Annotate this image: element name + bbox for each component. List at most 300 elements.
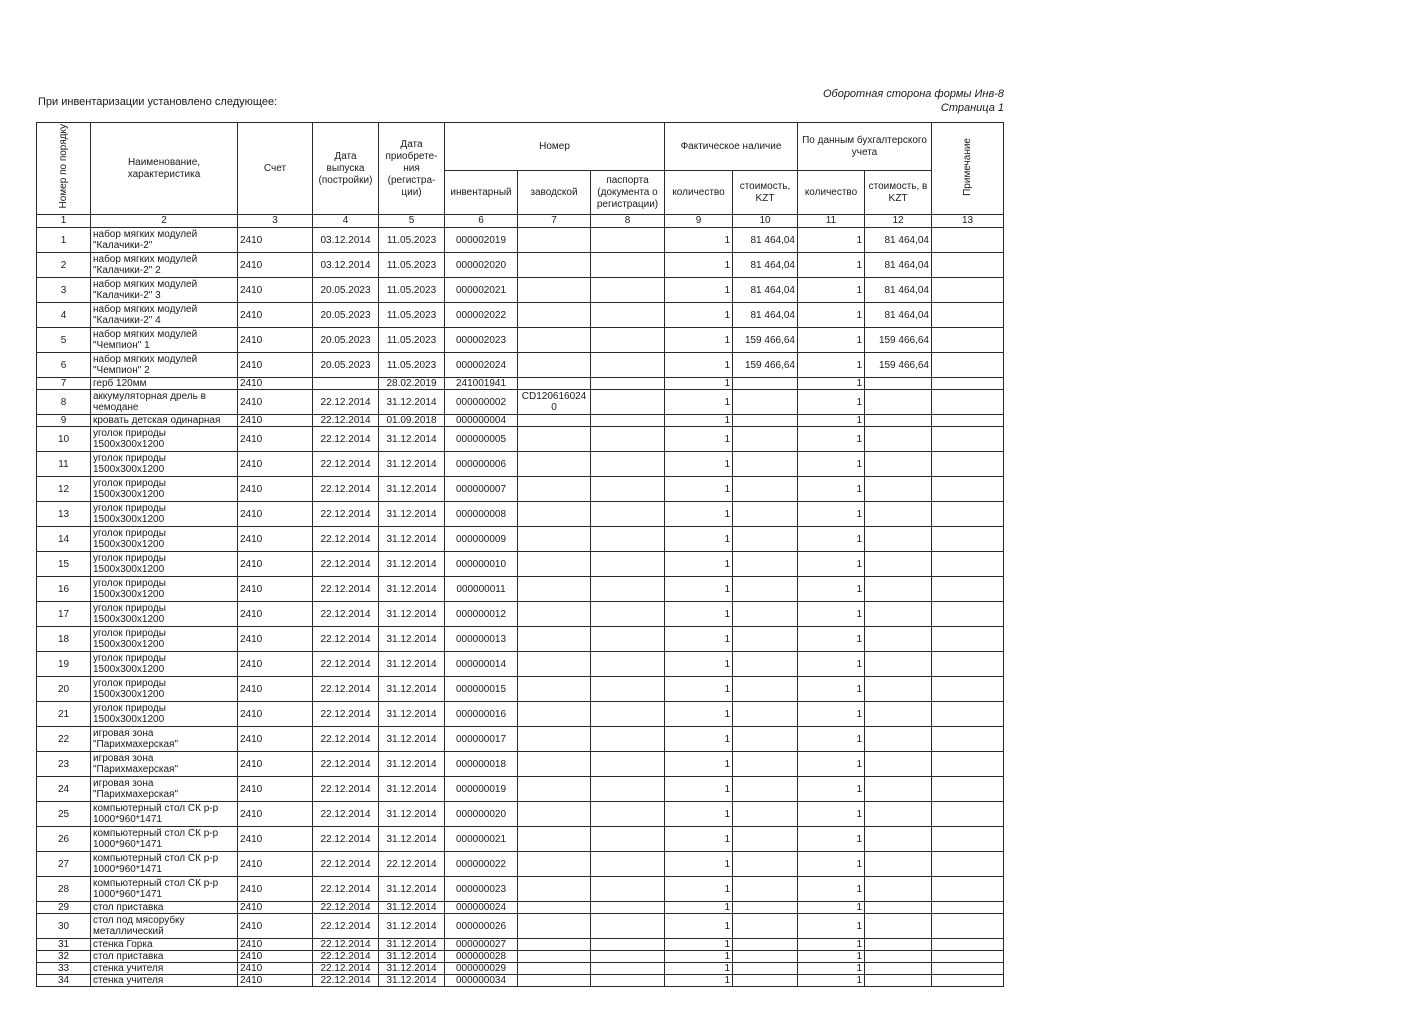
- note: [932, 502, 1004, 527]
- note: [932, 802, 1004, 827]
- passport-number: [591, 477, 665, 502]
- factory-number: [518, 415, 591, 427]
- release-date: 22.12.2014: [313, 727, 379, 752]
- actual-cost: [733, 852, 798, 877]
- table-row: [37, 963, 1004, 975]
- passport-number: [591, 902, 665, 914]
- inventory-number: 000002024: [445, 353, 518, 378]
- note: [932, 602, 1004, 627]
- book-quantity: 1: [798, 627, 865, 652]
- book-cost: [865, 427, 932, 452]
- passport-number: [591, 727, 665, 752]
- factory-number: [518, 477, 591, 502]
- passport-number: [591, 752, 665, 777]
- passport-number: [591, 602, 665, 627]
- table-row: [37, 902, 1004, 914]
- actual-cost: [733, 727, 798, 752]
- release-date: 22.12.2014: [313, 752, 379, 777]
- acquisition-date: 31.12.2014: [379, 602, 445, 627]
- inventory-number: 241001941: [445, 378, 518, 390]
- item-name: уголок природы 1500х300х1200: [91, 427, 238, 452]
- book-cost: [865, 527, 932, 552]
- row-number: 11: [37, 452, 91, 477]
- book-quantity: 1: [798, 975, 865, 987]
- factory-number: [518, 328, 591, 353]
- book-cost: 159 466,64: [865, 328, 932, 353]
- book-cost: 159 466,64: [865, 353, 932, 378]
- book-quantity: 1: [798, 877, 865, 902]
- release-date: 22.12.2014: [313, 527, 379, 552]
- note: [932, 852, 1004, 877]
- book-quantity: 1: [798, 951, 865, 963]
- item-name: уголок природы 1500х300х1200: [91, 452, 238, 477]
- table-row: [37, 914, 1004, 939]
- account: 2410: [238, 278, 313, 303]
- note: [932, 652, 1004, 677]
- passport-number: [591, 951, 665, 963]
- release-date: 20.05.2023: [313, 328, 379, 353]
- actual-cost: [733, 827, 798, 852]
- row-number: 17: [37, 602, 91, 627]
- row-number: 12: [37, 477, 91, 502]
- account: 2410: [238, 677, 313, 702]
- factory-number: [518, 939, 591, 951]
- inventory-number: 000000016: [445, 702, 518, 727]
- book-quantity: 1: [798, 353, 865, 378]
- table-row: [37, 602, 1004, 627]
- row-number: 14: [37, 527, 91, 552]
- row-number: 34: [37, 975, 91, 987]
- table-row: [37, 752, 1004, 777]
- release-date: 22.12.2014: [313, 427, 379, 452]
- account: 2410: [238, 702, 313, 727]
- book-quantity: 1: [798, 852, 865, 877]
- header-book-cost: стоимость, в KZT: [865, 171, 932, 215]
- table-row: [37, 827, 1004, 852]
- table-row: [37, 939, 1004, 951]
- account: 2410: [238, 627, 313, 652]
- table-row: [37, 702, 1004, 727]
- account: 2410: [238, 253, 313, 278]
- book-quantity: 1: [798, 328, 865, 353]
- header-note: Примечание: [932, 123, 1004, 215]
- table-row: [37, 353, 1004, 378]
- passport-number: [591, 877, 665, 902]
- item-name: набор мягких модулей "Чемпион" 1: [91, 328, 238, 353]
- release-date: 22.12.2014: [313, 963, 379, 975]
- account: 2410: [238, 502, 313, 527]
- row-number: 3: [37, 278, 91, 303]
- inventory-number: 000000010: [445, 552, 518, 577]
- col-number: 1: [37, 215, 91, 228]
- account: 2410: [238, 951, 313, 963]
- factory-number: [518, 427, 591, 452]
- acquisition-date: 31.12.2014: [379, 951, 445, 963]
- passport-number: [591, 652, 665, 677]
- factory-number: [518, 727, 591, 752]
- inventory-number: 000000018: [445, 752, 518, 777]
- account: 2410: [238, 877, 313, 902]
- acquisition-date: 11.05.2023: [379, 328, 445, 353]
- passport-number: [591, 328, 665, 353]
- actual-quantity: 1: [665, 353, 733, 378]
- actual-cost: [733, 627, 798, 652]
- factory-number: [518, 752, 591, 777]
- release-date: 22.12.2014: [313, 802, 379, 827]
- actual-quantity: 1: [665, 827, 733, 852]
- passport-number: [591, 353, 665, 378]
- book-cost: [865, 577, 932, 602]
- actual-cost: [733, 975, 798, 987]
- book-cost: [865, 727, 932, 752]
- acquisition-date: 11.05.2023: [379, 253, 445, 278]
- header-passport: паспорта (документа о регистрации): [591, 171, 665, 215]
- acquisition-date: 31.12.2014: [379, 677, 445, 702]
- actual-cost: [733, 802, 798, 827]
- book-quantity: 1: [798, 602, 865, 627]
- factory-number: [518, 552, 591, 577]
- book-cost: [865, 963, 932, 975]
- passport-number: [591, 303, 665, 328]
- factory-number: [518, 228, 591, 253]
- header-actual-cost: стоимость, KZT: [733, 171, 798, 215]
- book-quantity: 1: [798, 777, 865, 802]
- actual-cost: [733, 652, 798, 677]
- note: [932, 477, 1004, 502]
- book-quantity: 1: [798, 303, 865, 328]
- book-cost: [865, 914, 932, 939]
- factory-number: [518, 452, 591, 477]
- table-row: [37, 477, 1004, 502]
- passport-number: [591, 502, 665, 527]
- book-quantity: 1: [798, 963, 865, 975]
- item-name: игровая зона "Парихмахерская": [91, 727, 238, 752]
- note: [932, 552, 1004, 577]
- item-name: игровая зона "Парихмахерская": [91, 777, 238, 802]
- col-number: 11: [798, 215, 865, 228]
- acquisition-date: 11.05.2023: [379, 278, 445, 303]
- table-row: [37, 328, 1004, 353]
- release-date: 22.12.2014: [313, 902, 379, 914]
- header-account: Счет: [238, 123, 313, 215]
- note: [932, 627, 1004, 652]
- inventory-number: 000000029: [445, 963, 518, 975]
- note: [932, 963, 1004, 975]
- row-number: 4: [37, 303, 91, 328]
- item-name: компьютерный стол СК р-р 1000*960*1471: [91, 852, 238, 877]
- table-row: [37, 951, 1004, 963]
- book-cost: [865, 877, 932, 902]
- account: 2410: [238, 477, 313, 502]
- actual-quantity: 1: [665, 652, 733, 677]
- account: 2410: [238, 777, 313, 802]
- account: 2410: [238, 303, 313, 328]
- table-row: [37, 228, 1004, 253]
- note: [932, 303, 1004, 328]
- actual-cost: [733, 939, 798, 951]
- row-number: 27: [37, 852, 91, 877]
- note: [932, 427, 1004, 452]
- note: [932, 253, 1004, 278]
- table-row: [37, 802, 1004, 827]
- note: [932, 328, 1004, 353]
- col-number: 8: [591, 215, 665, 228]
- acquisition-date: 31.12.2014: [379, 727, 445, 752]
- header-book-group: По данным бухгалтерского учета: [798, 123, 932, 171]
- book-cost: [865, 652, 932, 677]
- actual-quantity: 1: [665, 852, 733, 877]
- col-number: 4: [313, 215, 379, 228]
- release-date: 22.12.2014: [313, 652, 379, 677]
- account: 2410: [238, 353, 313, 378]
- book-quantity: 1: [798, 677, 865, 702]
- item-name: герб 120мм: [91, 378, 238, 390]
- actual-cost: 81 464,04: [733, 278, 798, 303]
- item-name: стенка учителя: [91, 975, 238, 987]
- passport-number: [591, 278, 665, 303]
- factory-number: [518, 777, 591, 802]
- actual-quantity: 1: [665, 902, 733, 914]
- note: [932, 390, 1004, 415]
- actual-quantity: 1: [665, 727, 733, 752]
- actual-quantity: 1: [665, 963, 733, 975]
- factory-number: [518, 852, 591, 877]
- acquisition-date: 31.12.2014: [379, 552, 445, 577]
- passport-number: [591, 378, 665, 390]
- factory-number: [518, 951, 591, 963]
- book-cost: [865, 902, 932, 914]
- acquisition-date: 11.05.2023: [379, 228, 445, 253]
- header-num: Номер по порядку: [37, 123, 91, 215]
- item-name: стол под мясорубку металлический: [91, 914, 238, 939]
- row-number: 19: [37, 652, 91, 677]
- actual-quantity: 1: [665, 452, 733, 477]
- actual-quantity: 1: [665, 702, 733, 727]
- item-name: набор мягких модулей "Калачики-2" 3: [91, 278, 238, 303]
- acquisition-date: 28.02.2019: [379, 378, 445, 390]
- actual-quantity: 1: [665, 378, 733, 390]
- intro-text: При инвентаризации установлено следующее:: [38, 96, 278, 108]
- book-cost: 81 464,04: [865, 228, 932, 253]
- passport-number: [591, 427, 665, 452]
- col-number: 9: [665, 215, 733, 228]
- book-quantity: 1: [798, 427, 865, 452]
- col-number: 13: [932, 215, 1004, 228]
- release-date: 22.12.2014: [313, 777, 379, 802]
- actual-quantity: 1: [665, 602, 733, 627]
- actual-quantity: 1: [665, 677, 733, 702]
- inventory-number: 000000026: [445, 914, 518, 939]
- book-cost: 81 464,04: [865, 278, 932, 303]
- actual-cost: [733, 777, 798, 802]
- item-name: кровать детская одинарная: [91, 415, 238, 427]
- inventory-number: 000000019: [445, 777, 518, 802]
- actual-quantity: 1: [665, 939, 733, 951]
- acquisition-date: 31.12.2014: [379, 652, 445, 677]
- acquisition-date: 31.12.2014: [379, 527, 445, 552]
- item-name: уголок природы 1500х300х1200: [91, 652, 238, 677]
- inventory-number: 000000021: [445, 827, 518, 852]
- book-quantity: 1: [798, 452, 865, 477]
- book-quantity: 1: [798, 652, 865, 677]
- factory-number: [518, 677, 591, 702]
- release-date: 22.12.2014: [313, 702, 379, 727]
- col-number: 6: [445, 215, 518, 228]
- account: 2410: [238, 577, 313, 602]
- actual-quantity: 1: [665, 278, 733, 303]
- factory-number: [518, 378, 591, 390]
- row-number: 18: [37, 627, 91, 652]
- release-date: 22.12.2014: [313, 914, 379, 939]
- acquisition-date: 11.05.2023: [379, 303, 445, 328]
- row-number: 6: [37, 353, 91, 378]
- passport-number: [591, 415, 665, 427]
- acquisition-date: 31.12.2014: [379, 914, 445, 939]
- inventory-number: 000000002: [445, 390, 518, 415]
- release-date: 22.12.2014: [313, 452, 379, 477]
- note: [932, 577, 1004, 602]
- acquisition-date: 31.12.2014: [379, 975, 445, 987]
- page-number: Страница 1: [940, 102, 1004, 114]
- release-date: 22.12.2014: [313, 577, 379, 602]
- inventory-number: 000002023: [445, 328, 518, 353]
- book-quantity: 1: [798, 390, 865, 415]
- release-date: 22.12.2014: [313, 552, 379, 577]
- book-cost: 81 464,04: [865, 303, 932, 328]
- table-row: [37, 502, 1004, 527]
- release-date: 22.12.2014: [313, 877, 379, 902]
- item-name: игровая зона "Парихмахерская": [91, 752, 238, 777]
- inventory-number: 000000006: [445, 452, 518, 477]
- inventory-number: 000000023: [445, 877, 518, 902]
- form-name: Оборотная сторона формы Инв-8: [822, 88, 1004, 100]
- factory-number: [518, 963, 591, 975]
- table-row: [37, 577, 1004, 602]
- inventory-number: 000000014: [445, 652, 518, 677]
- item-name: уголок природы 1500х300х1200: [91, 702, 238, 727]
- account: 2410: [238, 902, 313, 914]
- table-row: [37, 627, 1004, 652]
- book-cost: [865, 802, 932, 827]
- header-factory: заводской: [518, 171, 591, 215]
- account: 2410: [238, 752, 313, 777]
- passport-number: [591, 677, 665, 702]
- release-date: 22.12.2014: [313, 627, 379, 652]
- item-name: аккумуляторная дрель в чемодане: [91, 390, 238, 415]
- actual-cost: [733, 415, 798, 427]
- acquisition-date: 31.12.2014: [379, 827, 445, 852]
- passport-number: [591, 852, 665, 877]
- book-cost: [865, 939, 932, 951]
- account: 2410: [238, 727, 313, 752]
- actual-quantity: 1: [665, 328, 733, 353]
- header-number-group: Номер: [445, 123, 665, 171]
- account: 2410: [238, 552, 313, 577]
- inventory-number: 000000004: [445, 415, 518, 427]
- col-number: 12: [865, 215, 932, 228]
- acquisition-date: 31.12.2014: [379, 702, 445, 727]
- factory-number: [518, 652, 591, 677]
- release-date: [313, 378, 379, 390]
- factory-number: [518, 877, 591, 902]
- actual-quantity: 1: [665, 253, 733, 278]
- item-name: компьютерный стол СК р-р 1000*960*1471: [91, 802, 238, 827]
- inventory-table: [36, 122, 1004, 987]
- row-number: 10: [37, 427, 91, 452]
- actual-quantity: 1: [665, 390, 733, 415]
- acquisition-date: 31.12.2014: [379, 802, 445, 827]
- release-date: 22.12.2014: [313, 502, 379, 527]
- note: [932, 452, 1004, 477]
- actual-quantity: 1: [665, 303, 733, 328]
- inventory-number: 000002020: [445, 253, 518, 278]
- account: 2410: [238, 652, 313, 677]
- table-row: [37, 852, 1004, 877]
- acquisition-date: 31.12.2014: [379, 627, 445, 652]
- item-name: уголок природы 1500х300х1200: [91, 502, 238, 527]
- inventory-number: 000000008: [445, 502, 518, 527]
- account: 2410: [238, 963, 313, 975]
- row-number: 31: [37, 939, 91, 951]
- actual-quantity: 1: [665, 627, 733, 652]
- table-row: [37, 378, 1004, 390]
- factory-number: [518, 278, 591, 303]
- table-row: [37, 677, 1004, 702]
- actual-cost: [733, 452, 798, 477]
- table-row: [37, 427, 1004, 452]
- account: 2410: [238, 328, 313, 353]
- passport-number: [591, 527, 665, 552]
- book-quantity: 1: [798, 415, 865, 427]
- factory-number: [518, 577, 591, 602]
- actual-cost: [733, 702, 798, 727]
- item-name: уголок природы 1500х300х1200: [91, 627, 238, 652]
- acquisition-date: 22.12.2014: [379, 852, 445, 877]
- release-date: 20.05.2023: [313, 303, 379, 328]
- note: [932, 951, 1004, 963]
- book-cost: [865, 502, 932, 527]
- row-number: 2: [37, 253, 91, 278]
- actual-cost: [733, 877, 798, 902]
- acquisition-date: 31.12.2014: [379, 477, 445, 502]
- inventory-number: 000000015: [445, 677, 518, 702]
- note: [932, 975, 1004, 987]
- note: [932, 877, 1004, 902]
- actual-quantity: 1: [665, 502, 733, 527]
- actual-cost: [733, 951, 798, 963]
- release-date: 22.12.2014: [313, 677, 379, 702]
- row-number: 21: [37, 702, 91, 727]
- book-quantity: 1: [798, 577, 865, 602]
- inventory-number: 000000022: [445, 852, 518, 877]
- factory-number: [518, 303, 591, 328]
- row-number: 8: [37, 390, 91, 415]
- inventory-number: 000000012: [445, 602, 518, 627]
- header-inventory: инвентарный: [445, 171, 518, 215]
- book-quantity: 1: [798, 727, 865, 752]
- inventory-number: 000000017: [445, 727, 518, 752]
- actual-cost: 81 464,04: [733, 228, 798, 253]
- actual-quantity: 1: [665, 477, 733, 502]
- acquisition-date: 31.12.2014: [379, 902, 445, 914]
- account: 2410: [238, 415, 313, 427]
- book-cost: [865, 415, 932, 427]
- note: [932, 677, 1004, 702]
- passport-number: [591, 827, 665, 852]
- table-row: [37, 652, 1004, 677]
- inventory-number: 000000020: [445, 802, 518, 827]
- acquisition-date: 31.12.2014: [379, 752, 445, 777]
